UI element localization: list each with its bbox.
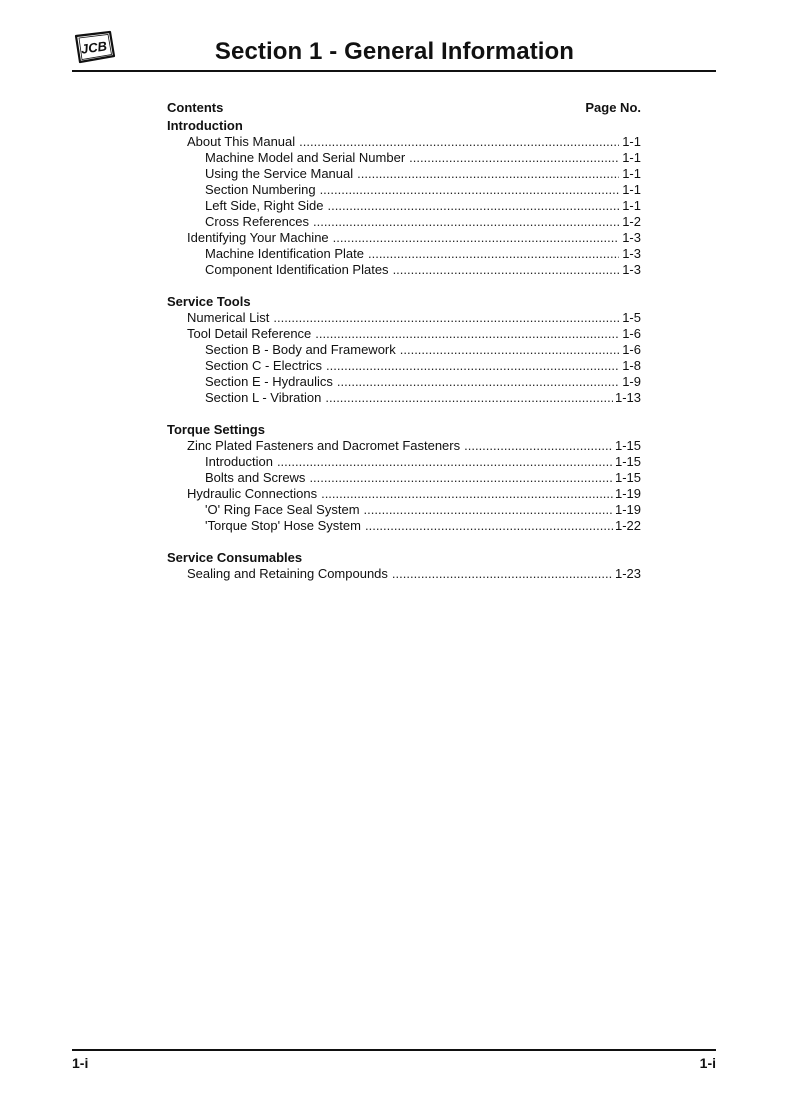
toc-entry-label: 'O' Ring Face Seal System (205, 502, 360, 517)
toc-section (167, 118, 641, 278)
svg-text:JCB: JCB (80, 38, 108, 57)
toc-entry-page: 1-19 (614, 486, 641, 501)
toc-entry-page: 1-6 (622, 342, 641, 357)
toc-entry-page: 1-15 (614, 470, 641, 485)
toc-entry-label: Introduction (205, 454, 273, 469)
toc-entry-label: Cross References (205, 214, 310, 229)
toc-entry-label: Section L - Vibration (205, 390, 322, 405)
toc-header (167, 100, 641, 118)
contents-label: Contents (167, 100, 224, 115)
dot-leader (364, 502, 613, 518)
dot-leader (320, 182, 619, 198)
dot-leader (326, 358, 619, 374)
toc-entry (167, 150, 641, 166)
dot-leader (400, 342, 619, 358)
toc-entry (167, 198, 641, 214)
dot-leader (337, 374, 619, 390)
dot-leader (309, 470, 613, 486)
title-rule (72, 70, 716, 72)
toc-entry-label: Identifying Your Machine (187, 230, 329, 245)
toc-entry-label: Section C - Electrics (205, 358, 323, 373)
toc-entry-page: 1-1 (622, 166, 641, 181)
toc-entry-page: 1-23 (614, 566, 641, 581)
toc-entry-label: Left Side, Right Side (205, 198, 324, 213)
footer-page-number-left: 1-i (72, 1055, 89, 1071)
toc-section-title: Introduction (167, 118, 243, 133)
toc-entry-label: Hydraulic Connections (187, 486, 318, 501)
table-of-contents (167, 100, 641, 582)
toc-entry-page: 1-1 (622, 150, 641, 165)
toc-entry (167, 470, 641, 486)
toc-section-title: Service Consumables (167, 550, 303, 565)
toc-entry-page: 1-2 (622, 214, 641, 229)
toc-entry (167, 310, 641, 326)
toc-entry-page: 1-15 (614, 454, 641, 469)
toc-entry-page: 1-19 (614, 502, 641, 517)
toc-entry (167, 390, 641, 406)
dot-leader (409, 150, 619, 166)
toc-entry-page: 1-3 (622, 230, 641, 245)
toc-entry-label: Machine Model and Serial Number (205, 150, 406, 165)
toc-entry-page: 1-6 (622, 326, 641, 341)
toc-entry (167, 342, 641, 358)
toc-section-title: Service Tools (167, 294, 251, 309)
dot-leader (392, 566, 613, 582)
toc-entry-label: About This Manual (187, 134, 296, 149)
toc-entry (167, 182, 641, 198)
toc-entry-page: 1-1 (622, 182, 641, 197)
toc-entry (167, 246, 641, 262)
dot-leader (393, 262, 619, 278)
toc-entry-label: Numerical List (187, 310, 270, 325)
toc-entry (167, 214, 641, 230)
dot-leader (464, 438, 613, 454)
dot-leader (313, 214, 619, 230)
footer-rule (72, 1049, 716, 1051)
toc-entry (167, 374, 641, 390)
toc-entry (167, 486, 641, 502)
toc-entry-label: Tool Detail Reference (187, 326, 312, 341)
toc-entry-page: 1-1 (622, 134, 641, 149)
toc-section (167, 550, 641, 582)
toc-entry-label: Component Identification Plates (205, 262, 389, 277)
dot-leader (273, 310, 619, 326)
toc-section-title: Torque Settings (167, 422, 265, 437)
dot-leader (365, 518, 613, 534)
toc-body (167, 118, 641, 582)
toc-section (167, 422, 641, 534)
dot-leader (325, 390, 613, 406)
footer-page-number-right: 1-i (699, 1055, 716, 1071)
toc-entry-label: Section B - Body and Framework (205, 342, 396, 357)
section-gap (167, 406, 641, 422)
toc-section (167, 294, 641, 406)
dot-leader (321, 486, 613, 502)
toc-entry (167, 166, 641, 182)
toc-entry-page: 1-22 (614, 518, 641, 533)
dot-leader (357, 166, 619, 182)
toc-entry (167, 438, 641, 454)
dot-leader (277, 454, 613, 470)
toc-entry (167, 518, 641, 534)
toc-entry-label: Sealing and Retaining Compounds (187, 566, 388, 581)
toc-entry-page: 1-3 (622, 262, 641, 277)
toc-entry (167, 358, 641, 374)
toc-entry-page: 1-13 (614, 390, 641, 405)
section-gap (167, 534, 641, 550)
toc-entry-page: 1-5 (622, 310, 641, 325)
toc-entry-page: 1-15 (614, 438, 641, 453)
dot-leader (368, 246, 619, 262)
page-no-label: Page No. (585, 100, 641, 115)
toc-entry (167, 134, 641, 150)
toc-entry-label: 'Torque Stop' Hose System (205, 518, 361, 533)
toc-entry-label: Using the Service Manual (205, 166, 354, 181)
toc-entry-label: Bolts and Screws (205, 470, 306, 485)
dot-leader (333, 230, 619, 246)
toc-entry-label: Section Numbering (205, 182, 316, 197)
toc-entry (167, 262, 641, 278)
section-gap (167, 278, 641, 294)
toc-entry-page: 1-1 (622, 198, 641, 213)
toc-entry (167, 566, 641, 582)
toc-entry-label: Machine Identification Plate (205, 246, 364, 261)
toc-entry (167, 326, 641, 342)
toc-entry-label: Section E - Hydraulics (205, 374, 333, 389)
page-title: Section 1 - General Information (214, 38, 575, 65)
toc-entry-page: 1-3 (622, 246, 641, 261)
dot-leader (328, 198, 619, 214)
toc-entry (167, 454, 641, 470)
dot-leader (315, 326, 619, 342)
dot-leader (299, 134, 619, 150)
toc-entry-page: 1-9 (622, 374, 641, 389)
toc-entry-label: Zinc Plated Fasteners and Dacromet Fasteners (187, 438, 461, 453)
toc-entry (167, 230, 641, 246)
toc-entry-page: 1-8 (622, 358, 641, 373)
toc-entry (167, 502, 641, 518)
